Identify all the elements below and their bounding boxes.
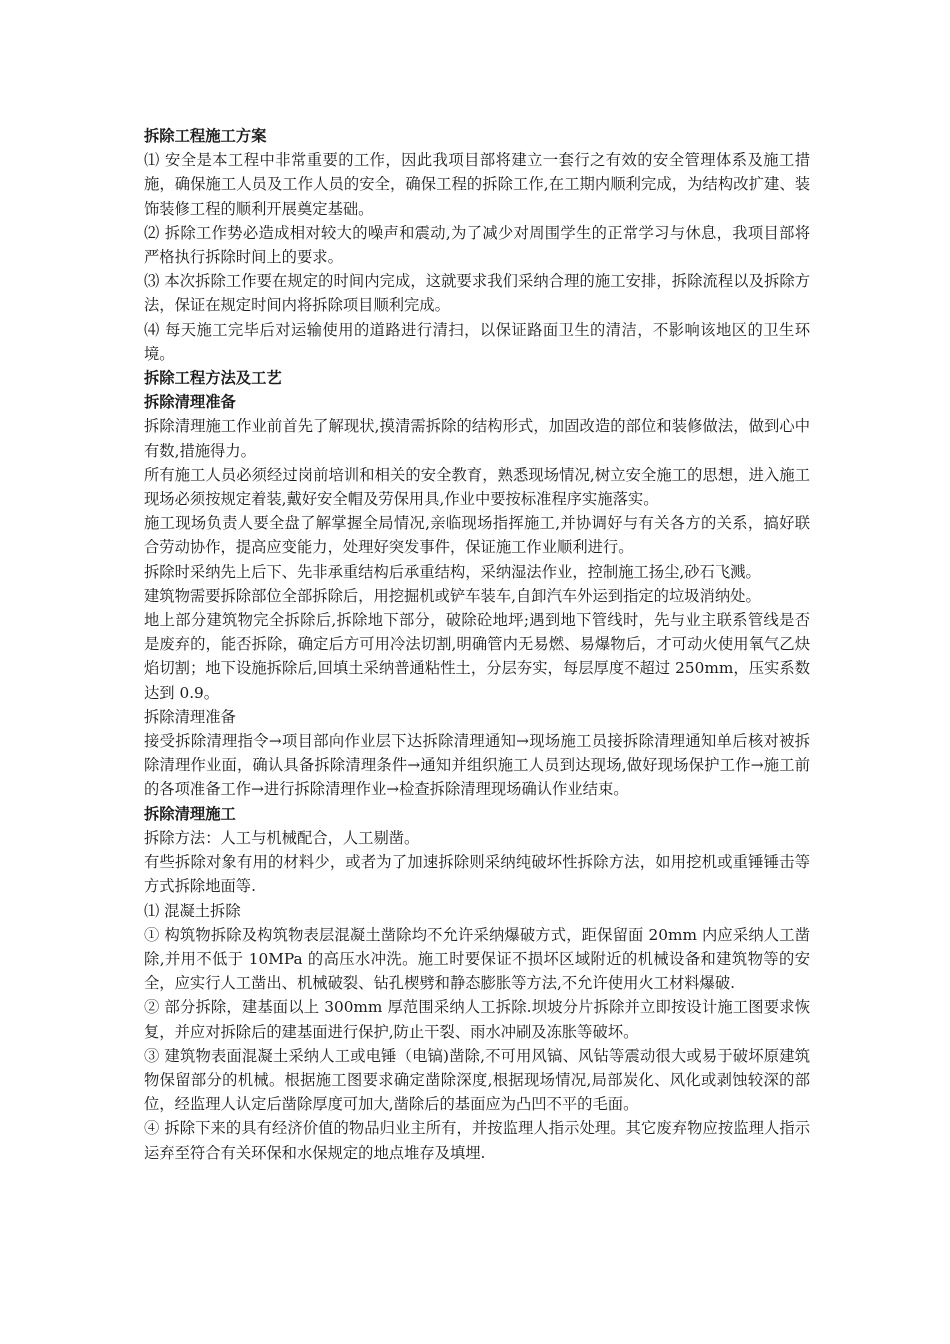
paragraph: ① 构筑物拆除及构筑物表层混凝土凿除均不允许采纳爆破方式，距保留面 20mm 内应采纳人工凿除,并用不低于 10MPa 的高压水冲洗。施工时要保证不损坏区域附近的机械设备和建筑物等的安全，应实行人工凿出、机械破裂、钻孔楔劈和静态膨胀等方法,不允许使用火工材料爆破. <box>144 925 810 993</box>
paragraph: ③ 建筑物表面混凝土采纳人工或电锤（电镐)凿除,不可用风镐、风钻等震动很大或易于破坏原建筑物保留部分的机械。根据施工图要求确定凿除深度,根据现场情况,局部炭化、风化或剥蚀较深的部位，经监理人认定后凿除厚度可加大,凿除后的基面应为凸凹不平的毛面。 <box>144 1046 810 1114</box>
paragraph: ⑵ 拆除工作势必造成相对较大的噪声和震动,为了减少对周围学生的正常学习与休息，我项目部将严格执行拆除时间上的要求。 <box>144 223 810 267</box>
paragraph: 拆除清理施工作业前首先了解现状,摸清需拆除的结构形式，加固改造的部位和装修做法，做到心中有数,措施得力。 <box>144 417 810 460</box>
paragraph: ② 部分拆除，建基面以上 300mm 厚范围采纳人工拆除.坝坡分片拆除并立即按设计施工图要求恢复，并应对拆除后的建基面进行保护,防止干裂、雨水冲刷及冻胀等破坏。 <box>144 998 810 1041</box>
document-body <box>144 124 810 1165</box>
section-heading: 拆除清理准备 <box>144 393 236 412</box>
paragraph: 地上部分建筑物完全拆除后,拆除地下部分，破除砼地坪;遇到地下管线时，先与业主联系管线是否是废弃的，能否拆除，确定后方可用冷法切割,明确管内无易燃、易爆物后，才可动火使用氧气乙炔焰切割；地下设施拆除后,回填土采纳普通粘性土，分层夯实，每层厚度不超过 250mm，压实系数达到 0.9。 <box>144 611 810 702</box>
paragraph: 接受拆除清理指令→项目部向作业层下达拆除清理通知→现场施工员接拆除清理通知单后核对被拆除清理作业面，确认具备拆除清理条件→通知并组织施工人员到达现场,做好现场保护工作→施工前的各项准备工作→进行拆除清理作业→检查拆除清理现场确认作业结束。 <box>144 732 810 799</box>
paragraph: ④ 拆除下来的具有经济价值的物品归业主所有，并按监理人指示处理。其它废弃物应按监理人指示运弃至符合有关环保和水保规定的地点堆存及填埋. <box>144 1119 810 1162</box>
section-heading: 拆除工程施工方案 <box>144 127 267 145</box>
paragraph: 有些拆除对象有用的材料少，或者为了加速拆除则采纳纯破坏性拆除方法，如用挖机或重锤锤击等方式拆除地面等. <box>144 853 810 896</box>
paragraph: 拆除方法：人工与机械配合，人工剔凿。 <box>144 828 420 847</box>
paragraph: 拆除时采纳先上后下、先非承重结构后承重结构，采纳湿法作业，控制施工扬尘,砂石飞溅。 <box>144 562 761 581</box>
paragraph: 所有施工人员必须经过岗前培训和相关的安全教育，熟悉现场情况,树立安全施工的思想，进入施工现场必须按规定着装,戴好安全帽及劳保用具,作业中要按标准程序实施落实。 <box>144 465 810 509</box>
paragraph: 拆除清理准备 <box>144 707 236 726</box>
paragraph: ⑴ 混凝土拆除 <box>144 901 241 920</box>
section-heading: 拆除清理施工 <box>144 804 236 823</box>
paragraph: ⑴ 安全是本工程中非常重要的工作，因此我项目部将建立一套行之有效的安全管理体系及施工措施，确保施工人员及工作人员的安全，确保工程的拆除工作,在工期内顺利完成，为结构改扩建、装饰装修工程的顺利开展奠定基础。 <box>144 151 810 218</box>
paragraph: ⑶ 本次拆除工作要在规定的时间内完成，这就要求我们采纳合理的施工安排，拆除流程以及拆除方法，保证在规定时间内将拆除项目顺利完成。 <box>144 272 810 315</box>
paragraph: 施工现场负责人要全盘了解掌握全局情况,亲临现场指挥施工,并协调好与有关各方的关系，搞好联合劳动协作，提高应变能力，处理好突发事件，保证施工作业顺利进行。 <box>144 514 810 557</box>
section-heading: 拆除工程方法及工艺 <box>144 369 282 388</box>
paragraph: 建筑物需要拆除部位全部拆除后，用挖掘机或铲车装车,自卸汽车外运到指定的垃圾消纳处。 <box>144 586 761 605</box>
paragraph: ⑷ 每天施工完毕后对运输使用的道路进行清扫，以保证路面卫生的清洁，不影响该地区的卫生环境。 <box>144 320 810 363</box>
